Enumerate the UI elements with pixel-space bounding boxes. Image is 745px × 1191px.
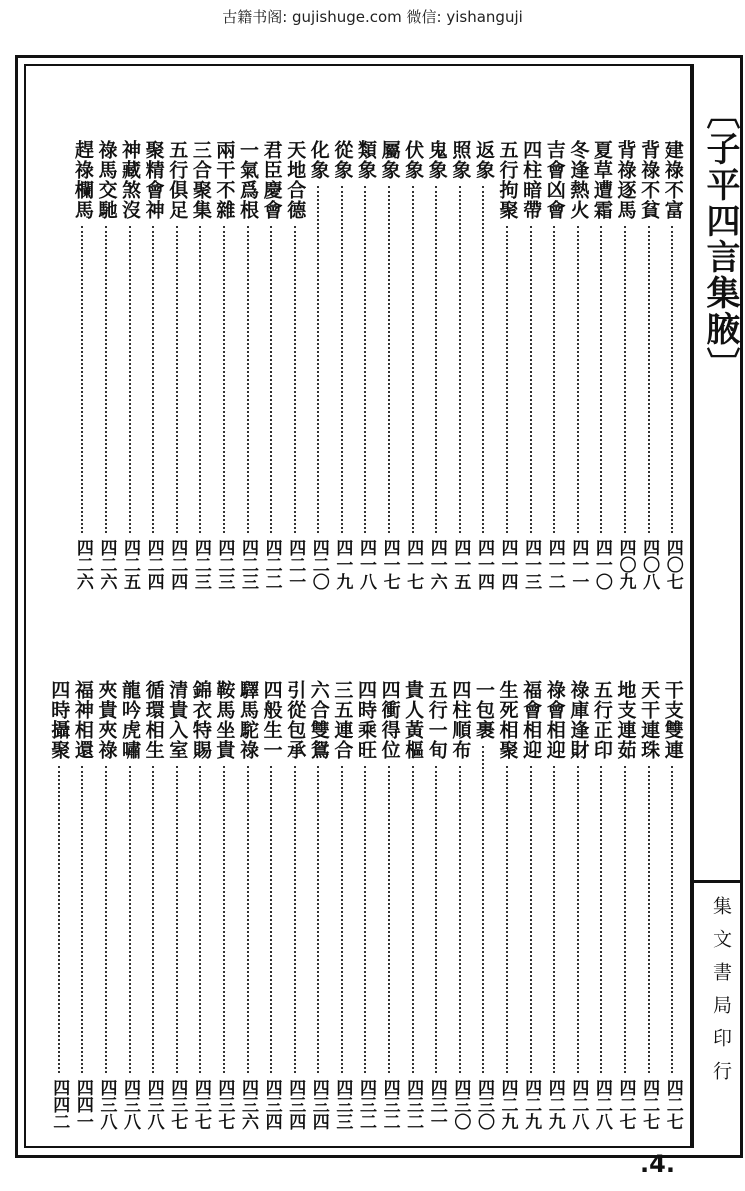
- toc-entry-title: 返象: [472, 140, 495, 180]
- toc-entry: [118, 680, 142, 1130]
- toc-entry-title: 一氣爲根: [237, 140, 260, 220]
- toc-entry-title: 聚精會神: [142, 140, 165, 220]
- toc-entry-page: 四〇九: [615, 539, 636, 590]
- toc-entry: [424, 140, 448, 590]
- toc-entry-title: 福神相還: [71, 680, 94, 760]
- toc-entry: [401, 140, 425, 590]
- dot-leader: [270, 766, 272, 1073]
- toc-entry: [330, 680, 354, 1130]
- toc-entry-title: 鬼象: [425, 140, 448, 180]
- toc-entry-page: 四〇七: [662, 539, 683, 590]
- toc-entry: [660, 140, 684, 590]
- toc-entry-page: 四一四: [473, 539, 494, 590]
- toc-entry-page: 四二八: [568, 1079, 589, 1130]
- toc-entry: [141, 140, 165, 590]
- toc-entry-title: 夾貴夾祿: [95, 680, 118, 760]
- dot-leader: [317, 186, 319, 533]
- toc-entry: [637, 680, 661, 1130]
- dot-leader: [105, 766, 107, 1073]
- dot-leader: [105, 226, 107, 533]
- dot-leader: [129, 766, 131, 1073]
- toc-entry-page: 四三〇: [473, 1079, 494, 1130]
- toc-entry-title: 引從包承: [284, 680, 307, 760]
- toc-entry-page: 四一二: [544, 539, 565, 590]
- toc-entry: [472, 140, 496, 590]
- toc-entry: [307, 140, 331, 590]
- toc-entry: [519, 680, 543, 1130]
- dot-leader: [648, 226, 650, 533]
- toc-entry-title: 四時乘旺: [354, 680, 377, 760]
- toc-entry-title: 鞍馬坐貴: [213, 680, 236, 760]
- toc-entry-title: 四衝得位: [378, 680, 401, 760]
- watermark: 古籍书阁: gujishuge.com 微信: yishanguji: [222, 8, 523, 26]
- toc-entry-title: 清貴入室: [166, 680, 189, 760]
- toc-entry-page: 四一六: [426, 539, 447, 590]
- toc-entry-page: 四一三: [521, 539, 542, 590]
- toc-entry-page: 四三四: [308, 1079, 329, 1130]
- toc-entry-page: 四一七: [379, 539, 400, 590]
- dot-leader: [81, 766, 83, 1073]
- bottom-rule: [15, 1156, 743, 1158]
- toc-entry-page: 四三〇: [450, 1079, 471, 1130]
- toc-top-section: [34, 140, 684, 590]
- toc-entry-page: 四二五: [120, 539, 141, 590]
- toc-entry-page: 四二六: [72, 539, 93, 590]
- toc-entry-title: 六合雙鴛: [307, 680, 330, 760]
- toc-entry-page: 四二六: [96, 539, 117, 590]
- toc-entry-page: 四二一: [285, 539, 306, 590]
- toc-entry: [141, 680, 165, 1130]
- toc-entry-title: 夏草遭霜: [590, 140, 613, 220]
- dot-leader: [412, 766, 414, 1073]
- dot-leader: [294, 226, 296, 533]
- toc-entry-page: 四三八: [120, 1079, 141, 1130]
- toc-entry-page: 四一八: [355, 539, 376, 590]
- dot-leader: [341, 766, 343, 1073]
- dot-leader: [152, 766, 154, 1073]
- toc-entry: [212, 140, 236, 590]
- dot-leader: [600, 766, 602, 1073]
- toc-entry-title: 從象: [331, 140, 354, 180]
- toc-entry: [71, 680, 95, 1130]
- toc-entry: [495, 140, 519, 590]
- toc-entry-title: 兩干不雜: [213, 140, 236, 220]
- toc-entry-page: 四二七: [615, 1079, 636, 1130]
- dot-leader: [624, 766, 626, 1073]
- toc-entry: [542, 140, 566, 590]
- toc-entry-page: 四二七: [639, 1079, 660, 1130]
- toc-entry: [519, 140, 543, 590]
- toc-entry-page: 四二三: [238, 539, 259, 590]
- toc-entry-title: 祿會相迎: [543, 680, 566, 760]
- toc-entry-page: 四二三: [214, 539, 235, 590]
- toc-entry: [259, 140, 283, 590]
- book-title: 〔子平四言集腋〕: [700, 95, 740, 383]
- toc-entry: [377, 680, 401, 1130]
- toc-entry-title: 神藏煞沒: [119, 140, 142, 220]
- dot-leader: [482, 746, 484, 1073]
- toc-entry: [566, 680, 590, 1130]
- side-separator: [692, 64, 694, 1148]
- toc-entry-page: 四三八: [143, 1079, 164, 1130]
- dot-leader: [412, 186, 414, 533]
- toc-entry-title: 照象: [449, 140, 472, 180]
- dot-leader: [388, 766, 390, 1073]
- toc-entry-title: 天干連珠: [638, 680, 661, 760]
- toc-entry-page: 四三二: [355, 1079, 376, 1130]
- toc-entry: [307, 680, 331, 1130]
- dot-leader: [506, 766, 508, 1073]
- toc-entry-title: 五行俱足: [166, 140, 189, 220]
- dot-leader: [294, 766, 296, 1073]
- toc-entry-title: 君臣慶會: [260, 140, 283, 220]
- toc-entry: [94, 680, 118, 1130]
- toc-entry-title: 祿馬交馳: [95, 140, 118, 220]
- dot-leader: [176, 226, 178, 533]
- toc-entry: [472, 680, 496, 1130]
- toc-entry: [401, 680, 425, 1130]
- toc-entry-title: 背祿逐馬: [614, 140, 637, 220]
- toc-entry-title: 錦衣特賜: [189, 680, 212, 760]
- dot-leader: [199, 766, 201, 1073]
- toc-entry-title: 龍吟虎嘯: [119, 680, 142, 760]
- dot-leader: [671, 226, 673, 533]
- toc-entry-page: 四二二: [261, 539, 282, 590]
- toc-entry: [448, 680, 472, 1130]
- toc-entry: [236, 680, 260, 1130]
- toc-entry-page: 四一〇: [591, 539, 612, 590]
- toc-entry-title: 建祿不富: [661, 140, 684, 220]
- toc-entry-title: 吉會凶會: [543, 140, 566, 220]
- toc-entry: [590, 140, 614, 590]
- toc-entry: [566, 140, 590, 590]
- dot-leader: [317, 766, 319, 1073]
- dot-leader: [530, 226, 532, 533]
- toc-entry-page: 四三二: [379, 1079, 400, 1130]
- toc-entry-title: 類象: [354, 140, 377, 180]
- toc-entry: [660, 680, 684, 1130]
- toc-entry-page: 四二九: [544, 1079, 565, 1130]
- toc-entry: [71, 140, 95, 590]
- toc-entry-page: 四二〇: [308, 539, 329, 590]
- dot-leader: [553, 226, 555, 533]
- toc-entry: [212, 680, 236, 1130]
- dot-leader: [129, 226, 131, 533]
- toc-entry: [47, 680, 71, 1130]
- toc-entry-title: 生死相聚: [496, 680, 519, 760]
- toc-entry-page: 四二七: [662, 1079, 683, 1130]
- toc-entry-page: 四一一: [568, 539, 589, 590]
- toc-entry: [637, 140, 661, 590]
- toc-entry: [542, 680, 566, 1130]
- dot-leader: [388, 186, 390, 533]
- toc-entry-title: 四柱暗帶: [520, 140, 543, 220]
- toc-entry-page: 四一五: [450, 539, 471, 590]
- page-number: .4.: [640, 1150, 675, 1178]
- toc-entry-page: 四四二: [49, 1079, 70, 1130]
- toc-entry: [613, 140, 637, 590]
- side-divider: [692, 880, 743, 883]
- dot-leader: [577, 226, 579, 533]
- dot-leader: [553, 766, 555, 1073]
- toc-entry-page: 四一四: [497, 539, 518, 590]
- toc-bottom-section: [34, 680, 684, 1130]
- toc-entry: [354, 140, 378, 590]
- toc-entry: [330, 140, 354, 590]
- toc-entry-title: 伏象: [402, 140, 425, 180]
- toc-entry: [189, 140, 213, 590]
- toc-entry-page: 四三七: [214, 1079, 235, 1130]
- dot-leader: [223, 766, 225, 1073]
- toc-entry-page: 四二四: [167, 539, 188, 590]
- toc-entry: [377, 140, 401, 590]
- dot-leader: [482, 186, 484, 533]
- toc-entry: [354, 680, 378, 1130]
- toc-entry-title: 地支連茹: [614, 680, 637, 760]
- toc-entry: [236, 140, 260, 590]
- toc-entry: [495, 680, 519, 1130]
- toc-entry-page: 四三六: [238, 1079, 259, 1130]
- toc-entry-page: 四三一: [426, 1079, 447, 1130]
- dot-leader: [624, 226, 626, 533]
- dot-leader: [247, 766, 249, 1073]
- toc-entry-page: 四三三: [332, 1079, 353, 1130]
- toc-entry-page: 四三四: [285, 1079, 306, 1130]
- toc-entry: [259, 680, 283, 1130]
- toc-entry-title: 祿庫逢財: [567, 680, 590, 760]
- toc-entry-title: 天地合德: [284, 140, 307, 220]
- toc-entry-title: 干支雙連: [661, 680, 684, 760]
- toc-entry-page: 四三七: [167, 1079, 188, 1130]
- dot-leader: [223, 226, 225, 533]
- toc-entry-title: 四般生一: [260, 680, 283, 760]
- dot-leader: [152, 226, 154, 533]
- toc-entry: [283, 140, 307, 590]
- dot-leader: [671, 766, 673, 1073]
- dot-leader: [176, 766, 178, 1073]
- toc-entry-title: 四柱順布: [449, 680, 472, 760]
- dot-leader: [530, 766, 532, 1073]
- dot-leader: [435, 186, 437, 533]
- toc-entry-page: 四二九: [521, 1079, 542, 1130]
- dot-leader: [435, 766, 437, 1073]
- dot-leader: [364, 766, 366, 1073]
- toc-entry-page: 四二三: [190, 539, 211, 590]
- dot-leader: [577, 766, 579, 1073]
- dot-leader: [341, 186, 343, 533]
- toc-entry-title: 五行拘聚: [496, 140, 519, 220]
- toc-entry-title: 五行一旬: [425, 680, 448, 760]
- toc-entry-page: 四二八: [591, 1079, 612, 1130]
- toc-entry-page: 四三七: [190, 1079, 211, 1130]
- toc-entry: [94, 140, 118, 590]
- toc-entry-page: 四三四: [261, 1079, 282, 1130]
- toc-entry-page: 四二九: [497, 1079, 518, 1130]
- toc-entry-title: 驛馬駝祿: [237, 680, 260, 760]
- toc-entry: [283, 680, 307, 1130]
- toc-entry-page: 四三二: [403, 1079, 424, 1130]
- toc-entry-title: 冬逢熱火: [567, 140, 590, 220]
- dot-leader: [600, 226, 602, 533]
- toc-entry-title: 四時攝聚: [48, 680, 71, 760]
- toc-entry-title: 趕祿欄馬: [71, 140, 94, 220]
- toc-entry-page: 四三八: [96, 1079, 117, 1130]
- dot-leader: [364, 186, 366, 533]
- toc-entry: [165, 680, 189, 1130]
- toc-entry: [613, 680, 637, 1130]
- publisher-name: 集文書局印行: [710, 896, 732, 1094]
- toc-entry-title: 貴人黃樞: [402, 680, 425, 760]
- dot-leader: [58, 766, 60, 1073]
- toc-entry-title: 化象: [307, 140, 330, 180]
- toc-entry-title: 背祿不貧: [638, 140, 661, 220]
- toc-entry-page: 四一九: [332, 539, 353, 590]
- toc-entry: [189, 680, 213, 1130]
- toc-entry-title: 屬象: [378, 140, 401, 180]
- dot-leader: [247, 226, 249, 533]
- toc-entry-page: 四〇八: [639, 539, 660, 590]
- toc-entry-title: 一包裹: [472, 680, 495, 740]
- toc-entry-title: 福會相迎: [520, 680, 543, 760]
- dot-leader: [199, 226, 201, 533]
- toc-entry: [448, 140, 472, 590]
- toc-entry-title: 三合聚集: [189, 140, 212, 220]
- toc-entry-page: 四一七: [403, 539, 424, 590]
- toc-entry-title: 三五連合: [331, 680, 354, 760]
- toc-entry: [165, 140, 189, 590]
- dot-leader: [506, 226, 508, 533]
- toc-entry-page: 四四一: [72, 1079, 93, 1130]
- dot-leader: [81, 226, 83, 533]
- dot-leader: [270, 226, 272, 533]
- toc-entry: [118, 140, 142, 590]
- dot-leader: [459, 186, 461, 533]
- toc-entry: [424, 680, 448, 1130]
- dot-leader: [459, 766, 461, 1073]
- toc-entry-page: 四二四: [143, 539, 164, 590]
- toc-entry-title: 五行正印: [590, 680, 613, 760]
- toc-entry-title: 循環相生: [142, 680, 165, 760]
- dot-leader: [648, 766, 650, 1073]
- toc-entry: [590, 680, 614, 1130]
